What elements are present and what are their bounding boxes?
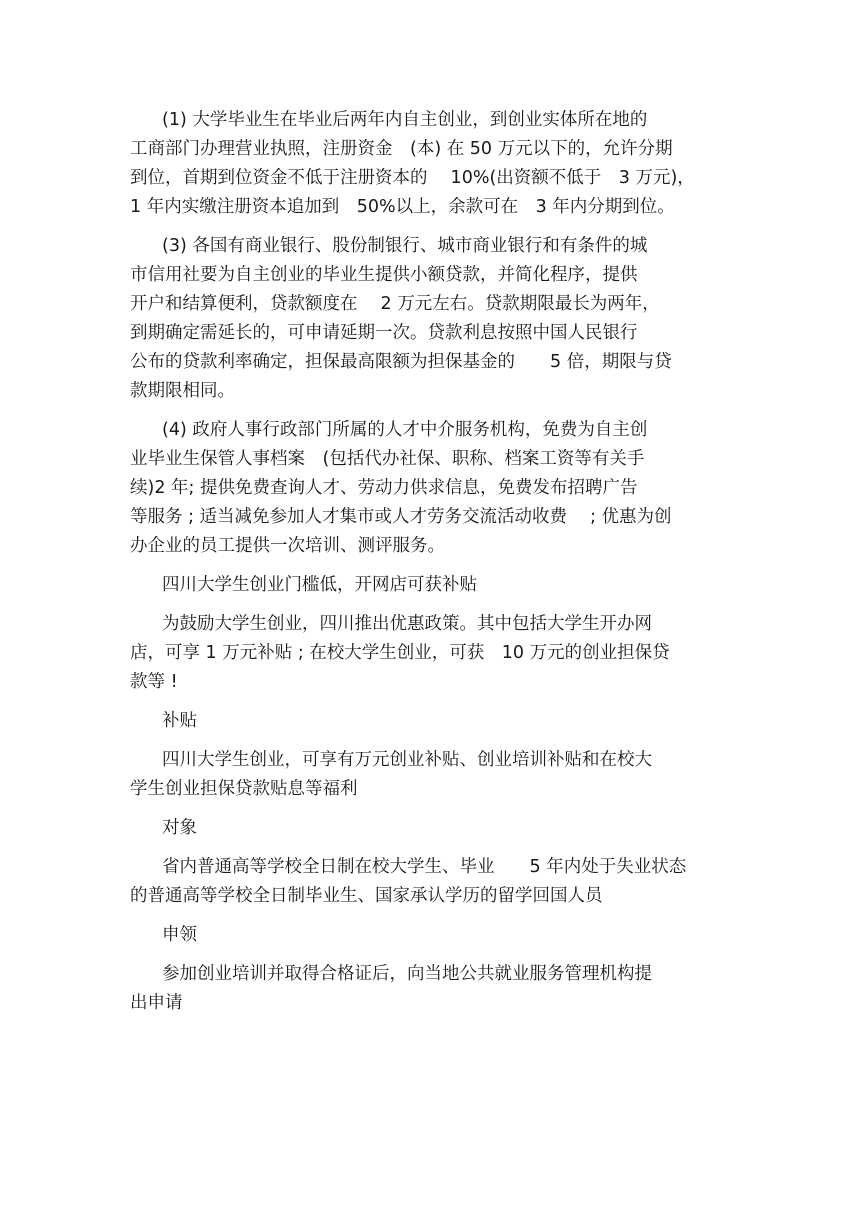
- text-line: 学生创业担保贷款贴息等福利: [130, 779, 358, 799]
- text-line: 款等 !: [130, 672, 178, 692]
- text-line: 的普通高等学校全日制毕业生、国家承认学历的留学回国人员: [130, 886, 603, 906]
- text-line: 续)2 年; 提供免费查询人才、劳动力供求信息，免费发布招聘广告: [130, 478, 638, 498]
- text-line: 市信用社要为自主创业的毕业生提供小额贷款，并简化程序，提供: [130, 265, 638, 285]
- paragraph-apply: [130, 960, 730, 1018]
- text-line: 补贴: [162, 711, 197, 731]
- text-line: 省内普通高等学校全日制在校大学生、毕业 5 年内处于失业状态: [162, 857, 687, 877]
- text-line: 四川大学生创业，可享有万元创业补贴、创业培训补贴和在校大: [162, 750, 652, 770]
- text-line: 对象: [162, 818, 197, 838]
- text-line: (3) 各国有商业银行、股份制银行、城市商业银行和有条件的城: [162, 236, 648, 256]
- text-line: 办企业的员工提供一次培训、测评服务。: [130, 536, 445, 556]
- text-line: 开户和结算便利，贷款额度在 2 万元左右。贷款期限最长为两年，: [130, 294, 660, 314]
- text-line: 公布的贷款利率确定，担保最高限额为担保基金的 5 倍，期限与贷: [130, 352, 672, 372]
- text-line: 工商部门办理营业执照，注册资金 (本) 在 50 万元以下的，允许分期: [130, 139, 673, 159]
- heading-subsidy: [130, 707, 730, 736]
- text-line: (4) 政府人事行政部门所属的人才中介服务机构，免费为自主创: [162, 420, 648, 440]
- paragraph-item-1: [130, 106, 730, 222]
- heading-target: [130, 814, 730, 843]
- paragraph-target: [130, 853, 730, 911]
- paragraph-item-3: [130, 232, 730, 406]
- text-line: 申领: [162, 925, 197, 945]
- text-line: (1) 大学毕业生在毕业后两年内自主创业，到创业实体所在地的: [162, 110, 648, 130]
- text-line: 等服务 ; 适当减免参加人才集市或人才劳务交流活动收费 ; 优惠为创: [130, 507, 672, 527]
- paragraph-subsidy: [130, 746, 730, 804]
- text-line: 款期限相同。: [130, 381, 235, 401]
- document-page: [130, 106, 730, 1028]
- heading-apply: [130, 921, 730, 950]
- text-line: 到位，首期到位资金不低于注册资本的 10%(出资额不低于 3 万元)，: [130, 168, 695, 188]
- text-line: 店，可享 1 万元补贴 ; 在校大学生创业，可获 10 万元的创业担保贷: [130, 643, 670, 663]
- text-line: 出申请: [130, 993, 183, 1013]
- text-line: 到期确定需延长的，可申请延期一次。贷款利息按照中国人民银行: [130, 323, 638, 343]
- text-line: 1 年内实缴注册资本追加到 50%以上，余款可在 3 年内分期到位。: [130, 197, 675, 217]
- paragraph-sichuan-intro: [130, 610, 730, 697]
- text-line: 为鼓励大学生创业，四川推出优惠政策。其中包括大学生开办网: [162, 614, 652, 634]
- text-line: 四川大学生创业门槛低，开网店可获补贴: [162, 575, 477, 595]
- text-line: 业毕业生保管人事档案 (包括代办社保、职称、档案工资等有关手: [130, 449, 645, 469]
- paragraph-item-4: [130, 416, 730, 561]
- section-title-sichuan: [130, 571, 730, 600]
- text-line: 参加创业培训并取得合格证后，向当地公共就业服务管理机构提: [162, 964, 652, 984]
